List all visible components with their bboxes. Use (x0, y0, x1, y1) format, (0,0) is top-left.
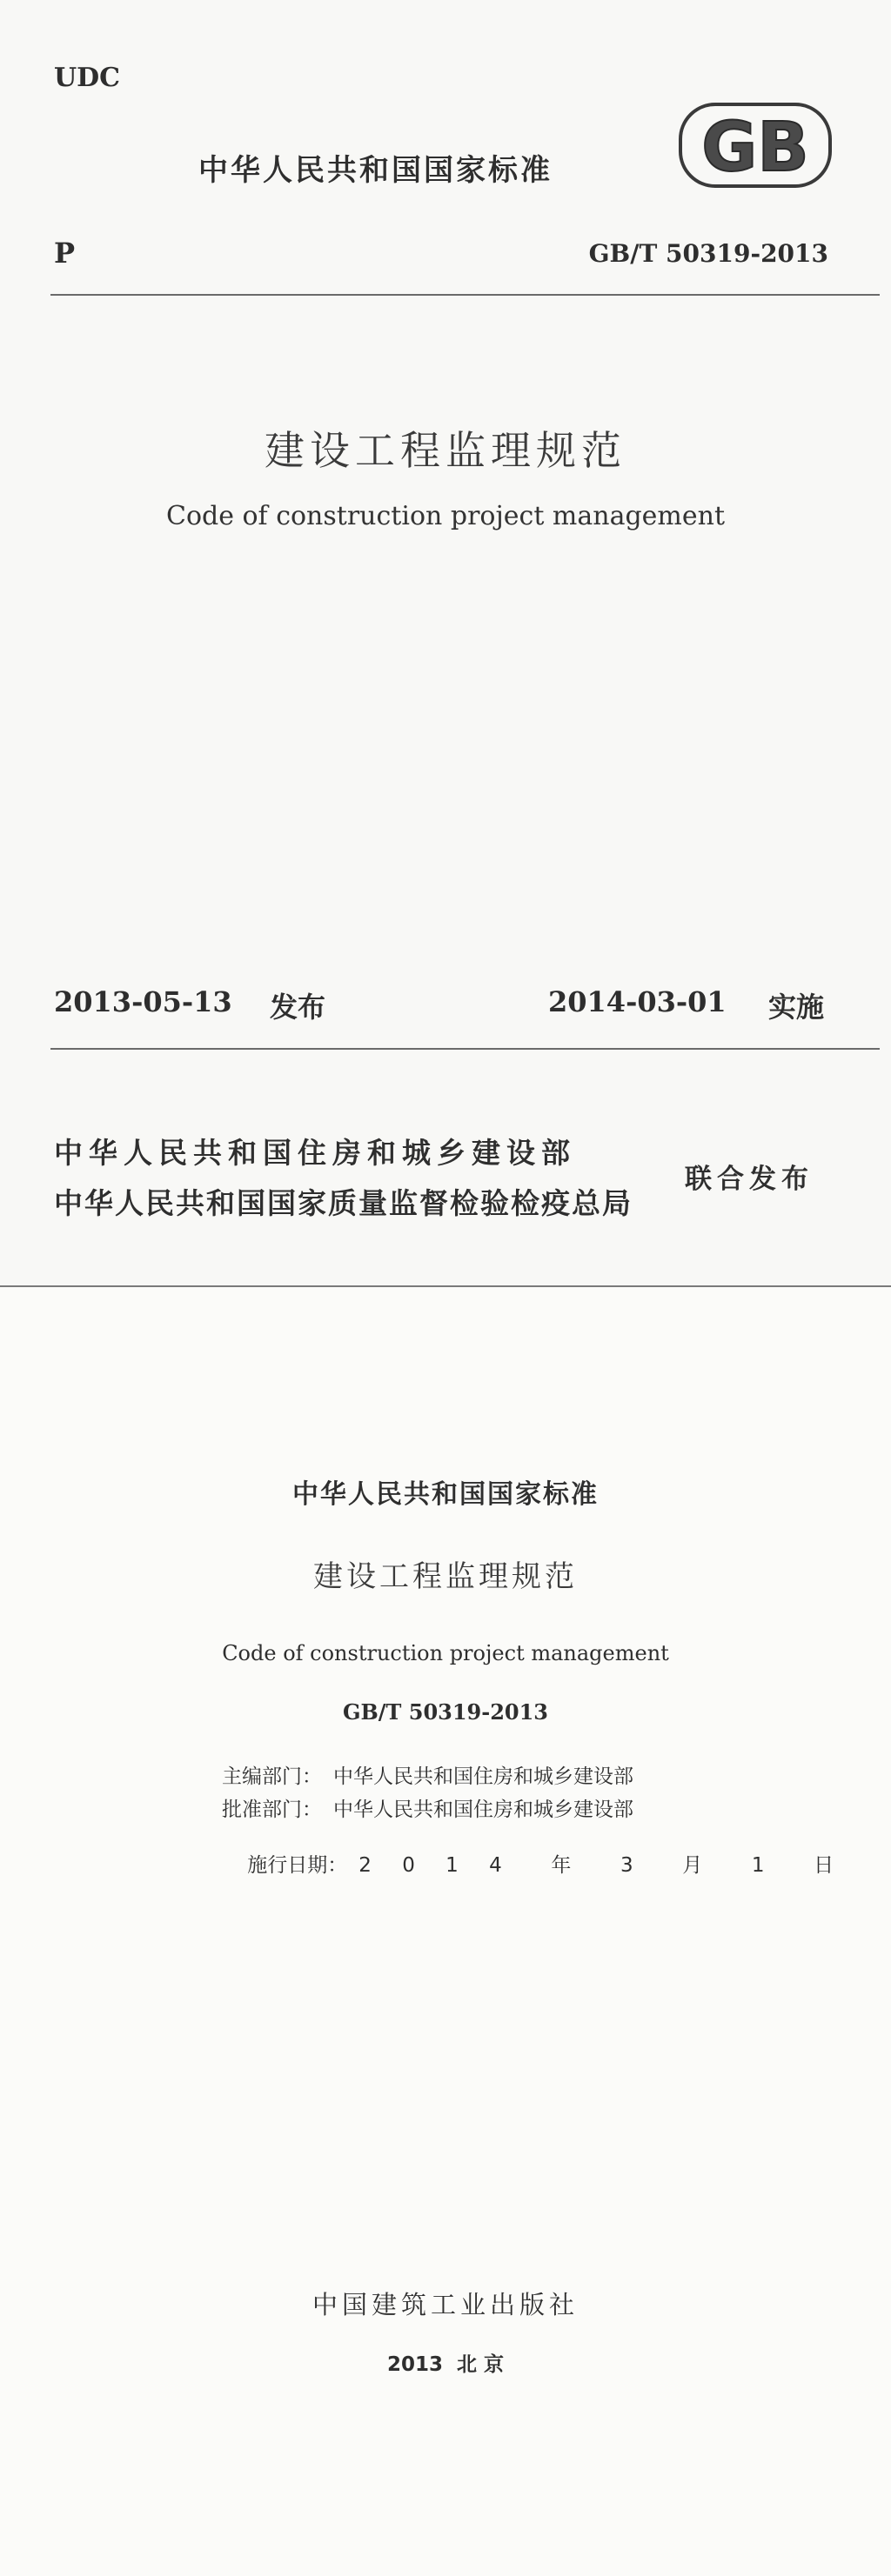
title-page-heading: 中华人民共和国国家标准 (292, 1479, 599, 1510)
release-label: 发布 (270, 991, 326, 1024)
category-letter: P (54, 237, 76, 270)
editor-row (222, 1760, 633, 1789)
effective-date-value: 2 0 1 4 年 3 月 1 日 (358, 1854, 847, 1877)
publisher: 中国建筑工业出版社 (312, 2290, 579, 2319)
editor-value: 中华人民共和国住房和城乡建设部 (333, 1765, 633, 1788)
title-page-title-cn: 建设工程监理规范 (313, 1559, 578, 1594)
effective-date: 2014-03-01 (548, 985, 727, 1018)
editor-label: 主编部门： (222, 1765, 322, 1788)
issuer-1: 中华人民共和国住房和城乡建设部 (54, 1136, 576, 1170)
cover-page (0, 0, 891, 1287)
date-divider (50, 1048, 880, 1050)
approver-label: 批准部门： (222, 1799, 322, 1821)
title-cn: 建设工程监理规范 (265, 427, 626, 474)
title-page-title-en: Code of construction project management (222, 1641, 669, 1665)
effective-date-row (222, 1826, 846, 1900)
title-page-standard-number: GB/T 50319-2013 (342, 1699, 548, 1725)
effective-date-label: 施行日期： (247, 1854, 348, 1877)
gb-logo-icon (679, 103, 832, 188)
approver-row (222, 1793, 633, 1822)
udc-label: UDC (54, 63, 121, 93)
effective-label: 实施 (768, 991, 825, 1024)
standard-number: GB/T 50319-2013 (588, 239, 828, 268)
approver-value: 中华人民共和国住房和城乡建设部 (333, 1799, 633, 1821)
release-date: 2013-05-13 (54, 985, 232, 1018)
header-divider (50, 294, 880, 296)
title-en: Code of construction project management (165, 501, 725, 531)
joint-issue-label: 联合发布 (685, 1164, 814, 1195)
svg-text:GB: GB (701, 109, 809, 187)
place-year: 2013 北 京 (386, 2353, 505, 2376)
issuer-2: 中华人民共和国国家质量监督检验检疫总局 (54, 1186, 633, 1220)
title-page (0, 1287, 891, 2576)
national-standard-heading: 中华人民共和国国家标准 (198, 153, 553, 188)
